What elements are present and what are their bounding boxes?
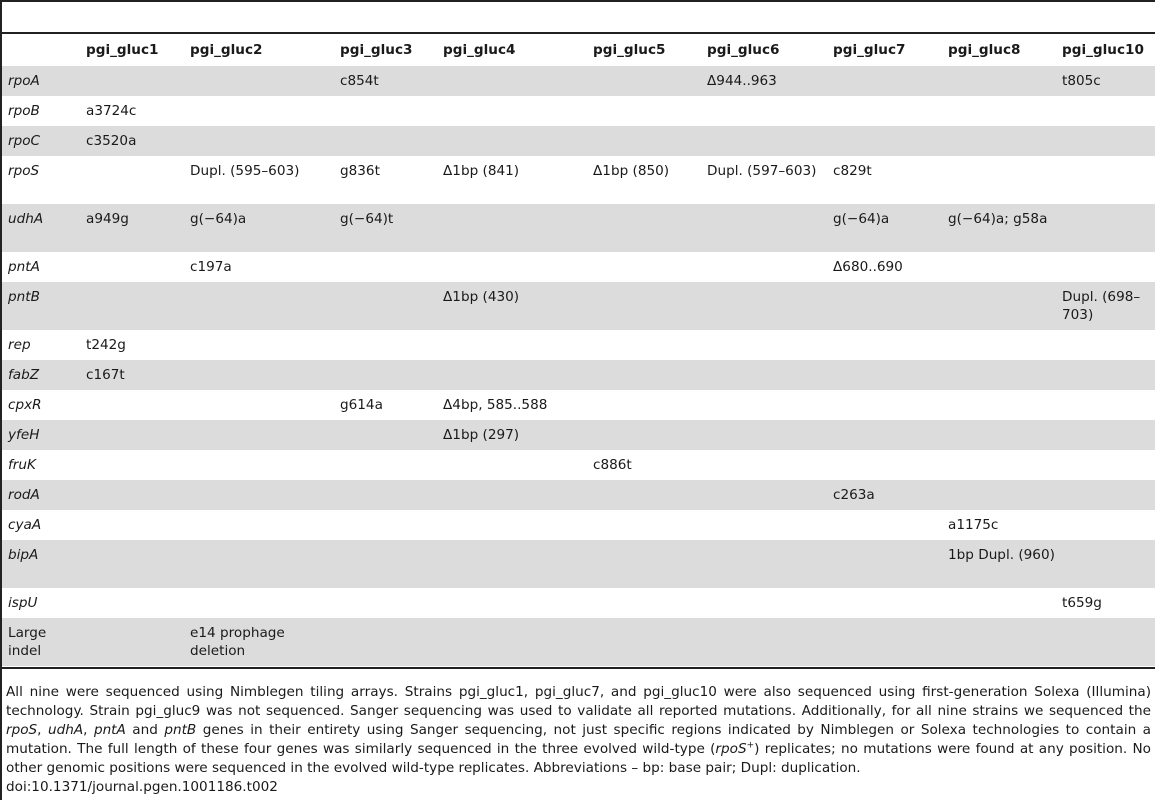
mutation-cell: Dupl. (595–603): [190, 163, 300, 179]
gene-cell: fruK: [8, 457, 36, 473]
mutation-cell: t805c: [1062, 73, 1101, 89]
mutation-cell: c197a: [190, 259, 232, 275]
footnote-superscript: +: [746, 740, 755, 751]
mutation-cell: [334, 96, 437, 126]
mutation-cell: [437, 252, 587, 282]
table-row: [2, 330, 1155, 360]
mutation-cell: [184, 126, 334, 156]
table-row: [2, 450, 1155, 480]
mutation-cell: [437, 330, 587, 360]
gene-cell: fabZ: [8, 367, 40, 383]
top-rule: [0, 0, 1155, 2]
footnote-gene: rpoS: [715, 741, 747, 757]
mutation-cell: c854t: [340, 73, 379, 89]
mutation-cell: [80, 450, 184, 480]
mutation-cell: [827, 420, 942, 450]
mutation-cell: [701, 618, 827, 666]
mutation-cell: [1056, 390, 1155, 420]
mutation-cell: [184, 96, 334, 126]
mutation-cell: [1056, 156, 1155, 204]
table-row: [2, 390, 1155, 420]
mutation-cell: c886t: [593, 457, 632, 473]
table-row: [2, 66, 1155, 96]
mutation-cell: [701, 282, 827, 330]
mutation-cell: [827, 390, 942, 420]
mutation-cell: [942, 126, 1056, 156]
mutation-cell: [1056, 540, 1155, 588]
footnote-text: ) replicates; no mutations were found at any position. No other genomic positions were sequenced in the evolved wild-type replicates. Abbreviations – bp: base pair; Dupl: duplication.: [6, 741, 1151, 776]
mutation-cell: [701, 420, 827, 450]
footnote-sep: ,: [37, 722, 48, 738]
mutation-cell: [80, 390, 184, 420]
column-header-strain: pgi_gluc6: [707, 42, 780, 58]
gene-cell: bipA: [8, 547, 39, 563]
mutation-cell: [942, 156, 1056, 204]
mutation-cell: [80, 588, 184, 618]
mutation-cell: [437, 480, 587, 510]
mutation-cell: t659g: [1062, 595, 1102, 611]
mutation-cell: [942, 588, 1056, 618]
mutation-cell: [184, 390, 334, 420]
mutation-cell: 1bp Dupl. (960): [948, 547, 1055, 563]
mutation-cell: [942, 360, 1056, 390]
gene-cell: yfeH: [8, 427, 40, 443]
gene-cell: cpxR: [8, 397, 42, 413]
mutation-cell: [701, 480, 827, 510]
mutation-cell: Δ944..963: [707, 73, 777, 89]
mutation-cell: [437, 540, 587, 588]
mutation-cell: [80, 420, 184, 450]
mutation-cell: [437, 588, 587, 618]
column-header-strain: pgi_gluc2: [190, 42, 263, 58]
mutation-cell: [334, 330, 437, 360]
mutation-cell: [827, 450, 942, 480]
column-header-strain: pgi_gluc1: [86, 42, 159, 58]
column-header-strain: pgi_gluc3: [340, 42, 413, 58]
mutation-cell: [1056, 450, 1155, 480]
mutation-cell: [827, 618, 942, 666]
mutation-cell: [80, 252, 184, 282]
mutations-table: [2, 34, 1155, 666]
mutation-cell: [80, 540, 184, 588]
mutation-cell: [701, 96, 827, 126]
mutation-cell: [587, 618, 701, 666]
mutation-cell: [942, 450, 1056, 480]
mutation-cell: g614a: [340, 397, 383, 413]
mutation-cell: [334, 540, 437, 588]
mutation-cell: [184, 420, 334, 450]
gene-cell: rpoS: [8, 163, 40, 179]
mutation-cell: [701, 360, 827, 390]
gene-cell: rpoC: [8, 133, 41, 149]
table-row: [2, 252, 1155, 282]
gene-cell: rep: [8, 337, 31, 353]
table-bottom-rule: [2, 667, 1155, 669]
mutation-cell: [334, 618, 437, 666]
mutation-cell: [827, 588, 942, 618]
mutation-cell: [587, 588, 701, 618]
column-header-strain: pgi_gluc7: [833, 42, 906, 58]
mutation-cell: [942, 282, 1056, 330]
footnote-text: genes in their entirety using Sanger sequencing, not just specific regions indicated by Nimblegen or Solexa technologies to contain a mutation. The full length of these four genes was similarly sequenced in the three evolved wild-type (: [6, 722, 1152, 757]
mutation-cell: [80, 282, 184, 330]
table-row: [2, 156, 1155, 204]
mutation-cell: [80, 66, 184, 96]
table-row: [2, 540, 1155, 588]
table-row: [2, 360, 1155, 390]
mutation-cell: [334, 282, 437, 330]
mutation-cell: [827, 126, 942, 156]
gene-cell: cyaA: [8, 517, 42, 533]
footnote-sep: ,: [83, 722, 94, 738]
mutation-cell: [184, 66, 334, 96]
footnote-gene: pntA: [93, 722, 126, 738]
mutation-cell: [1056, 204, 1155, 252]
mutation-cell: [701, 540, 827, 588]
mutation-cell: [1056, 360, 1155, 390]
mutation-cell: [184, 480, 334, 510]
mutation-cell: a3724c: [86, 103, 137, 119]
mutation-cell: [827, 282, 942, 330]
table-row: [2, 126, 1155, 156]
mutation-cell: [701, 126, 827, 156]
table-row: [2, 96, 1155, 126]
mutation-cell: [587, 66, 701, 96]
mutation-cell: [437, 204, 587, 252]
mutation-cell: [701, 510, 827, 540]
mutation-cell: Δ1bp (297): [443, 427, 520, 443]
mutation-cell: Δ1bp (430): [443, 289, 520, 305]
table-row: [2, 618, 1155, 666]
mutation-cell: e14 prophage deletion: [190, 625, 285, 659]
column-header-strain: pgi_gluc10: [1062, 42, 1144, 58]
mutation-cell: [942, 390, 1056, 420]
mutation-cell: [437, 66, 587, 96]
mutation-cell: g(−64)a: [833, 211, 890, 227]
mutation-cell: [80, 156, 184, 204]
mutation-cell: [827, 510, 942, 540]
mutation-cell: [334, 420, 437, 450]
mutation-cell: [334, 588, 437, 618]
mutation-cell: [942, 618, 1056, 666]
gene-cell: rpoB: [8, 103, 40, 119]
mutation-cell: [184, 450, 334, 480]
mutation-cell: [701, 204, 827, 252]
mutation-cell: [1056, 510, 1155, 540]
gene-cell: pntB: [8, 289, 40, 305]
table-row: [2, 510, 1155, 540]
mutation-cell: Dupl. (698–703): [1062, 289, 1141, 323]
mutation-cell: t242g: [86, 337, 126, 353]
mutation-cell: g(−64)a: [190, 211, 247, 227]
table-body: [2, 66, 1155, 666]
mutation-cell: Δ680..690: [833, 259, 903, 275]
footnote-text: All nine were sequenced using Nimblegen tiling arrays. Strains pgi_gluc1, pgi_gluc7, and pgi_gluc10 were also sequenced using first-generation Solexa (Illumina) technology. Strain pgi_gluc9 was not sequenced. Sanger sequencing was used to validate all reported mutations. Additionally, for all nine strains we sequenced the: [6, 684, 1151, 719]
mutation-cell: [942, 420, 1056, 450]
mutation-cell: c167t: [86, 367, 125, 383]
mutation-cell: [587, 390, 701, 420]
mutation-cell: [587, 204, 701, 252]
gene-cell: ispU: [8, 595, 38, 611]
mutation-cell: [587, 540, 701, 588]
mutation-cell: Δ1bp (850): [593, 163, 670, 179]
mutation-cell: [1056, 420, 1155, 450]
mutation-cell: [942, 66, 1056, 96]
mutation-cell: [334, 510, 437, 540]
mutation-cell: [437, 96, 587, 126]
mutation-cell: [437, 618, 587, 666]
mutation-cell: [1056, 252, 1155, 282]
mutation-cell: [184, 540, 334, 588]
footnote-gene: udhA: [47, 722, 84, 738]
mutation-cell: [942, 480, 1056, 510]
mutation-cell: c829t: [833, 163, 872, 179]
mutation-cell: [587, 420, 701, 450]
mutation-cell: [587, 360, 701, 390]
mutation-cell: a1175c: [948, 517, 999, 533]
doi-text[interactable]: doi:10.1371/journal.pgen.1001186.t002: [6, 779, 278, 795]
mutation-cell: [184, 360, 334, 390]
mutation-cell: Δ4bp, 585..588: [443, 397, 548, 413]
mutation-cell: g(−64)a; g58a: [948, 211, 1048, 227]
mutation-cell: [942, 96, 1056, 126]
mutation-cell: [827, 96, 942, 126]
mutation-cell: [587, 510, 701, 540]
mutation-cell: [1056, 96, 1155, 126]
footnote-sep: and: [125, 722, 165, 738]
mutation-cell: [1056, 330, 1155, 360]
header-row: [2, 34, 1155, 66]
gene-cell: rodA: [8, 487, 40, 503]
table-row: [2, 480, 1155, 510]
mutation-cell: [827, 330, 942, 360]
column-header-gene: [2, 34, 80, 66]
mutation-cell: [80, 510, 184, 540]
mutation-cell: [437, 450, 587, 480]
mutation-cell: [942, 252, 1056, 282]
mutation-cell: [437, 360, 587, 390]
mutation-cell: [587, 330, 701, 360]
column-header-strain: pgi_gluc4: [443, 42, 516, 58]
mutation-cell: g836t: [340, 163, 380, 179]
mutation-cell: [942, 330, 1056, 360]
column-header-strain: pgi_gluc5: [593, 42, 666, 58]
mutation-cell: [701, 252, 827, 282]
gene-cell: rpoA: [8, 73, 40, 89]
mutation-cell: [1056, 126, 1155, 156]
table-header: [2, 34, 1155, 66]
mutation-cell: [701, 330, 827, 360]
mutation-cell: [827, 66, 942, 96]
mutation-cell: [587, 252, 701, 282]
mutation-cell: c3520a: [86, 133, 137, 149]
mutation-cell: [1056, 618, 1155, 666]
mutation-cell: [184, 588, 334, 618]
mutation-cell: a949g: [86, 211, 129, 227]
mutation-cell: [1056, 480, 1155, 510]
mutation-cell: [184, 330, 334, 360]
footnote-gene: pntB: [164, 722, 197, 738]
mutation-cell: [437, 126, 587, 156]
mutation-cell: [701, 588, 827, 618]
mutation-cell: [334, 450, 437, 480]
mutation-cell: [334, 480, 437, 510]
gene-cell: udhA: [8, 211, 44, 227]
mutation-cell: [334, 360, 437, 390]
gene-cell: pntA: [8, 259, 40, 275]
table-footnote: [6, 683, 1151, 778]
mutation-cell: [587, 480, 701, 510]
mutation-cell: [80, 618, 184, 666]
mutation-cell: Δ1bp (841): [443, 163, 520, 179]
mutation-cell: Dupl. (597–603): [707, 163, 817, 179]
column-header-strain: pgi_gluc8: [948, 42, 1021, 58]
gene-cell: Large indel: [8, 625, 47, 659]
mutation-cell: [80, 480, 184, 510]
table-row: [2, 588, 1155, 618]
mutation-cell: [587, 96, 701, 126]
mutation-cell: [827, 360, 942, 390]
mutation-cell: c263a: [833, 487, 875, 503]
table-row: [2, 282, 1155, 330]
mutation-cell: [827, 540, 942, 588]
mutation-cell: [701, 450, 827, 480]
mutation-cell: [587, 126, 701, 156]
mutation-cell: [334, 252, 437, 282]
table-row: [2, 420, 1155, 450]
table-row: [2, 204, 1155, 252]
mutation-cell: [334, 126, 437, 156]
mutation-cell: [184, 510, 334, 540]
mutation-cell: [437, 510, 587, 540]
mutation-cell: [701, 390, 827, 420]
footnote-gene: rpoS: [6, 722, 38, 738]
mutation-cell: [184, 282, 334, 330]
mutation-cell: [587, 282, 701, 330]
mutation-cell: g(−64)t: [340, 211, 394, 227]
